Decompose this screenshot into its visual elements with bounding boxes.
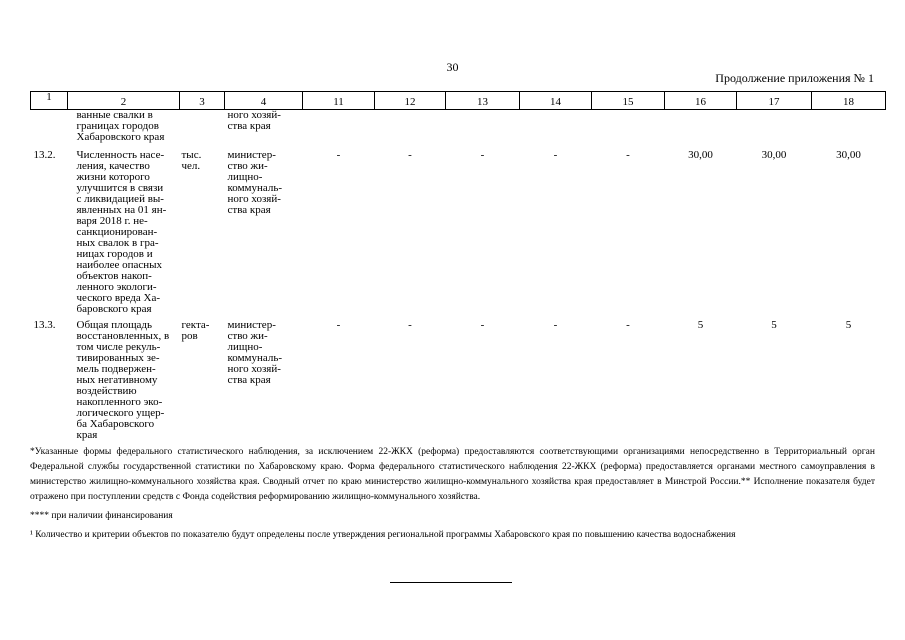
text-line: наиболее опасных	[76, 259, 163, 271]
header-cell: 3	[180, 92, 225, 110]
text-line: тыс.	[181, 149, 202, 161]
text-line: лищно-	[227, 341, 263, 353]
text-line: лищно-	[227, 171, 263, 183]
unit-cell	[180, 315, 225, 441]
text-line: ство жи-	[227, 330, 268, 342]
text-line: жизни которого	[76, 171, 150, 183]
value-cell: 30,00	[761, 149, 787, 161]
text-line: ров	[181, 330, 198, 342]
text-line: ства края	[227, 204, 271, 216]
text-line: ного хозяй-	[227, 109, 281, 121]
value-cell: 5	[697, 319, 704, 331]
text-line: министер-	[227, 149, 276, 161]
header-row	[31, 92, 886, 110]
header-cell: 12	[375, 92, 446, 110]
text-line: ческого вреда Ха-	[76, 292, 160, 304]
text-line: ления, качество	[76, 160, 150, 172]
responsible-org-cell	[225, 143, 303, 315]
value-cell: -	[626, 319, 630, 331]
header-cell: 13	[446, 92, 520, 110]
text-line: границах городов	[76, 120, 159, 132]
table-row	[31, 315, 886, 441]
value-cell: -	[336, 149, 341, 161]
value-cell: -	[480, 319, 485, 331]
table-row-continued	[31, 110, 886, 144]
text-line: явленных на 01 ян-	[76, 204, 167, 216]
value-cell: 5	[845, 319, 852, 331]
text-line: ного хозяй-	[227, 193, 281, 205]
table-row	[31, 143, 886, 315]
text-line: мель подвержен-	[76, 363, 156, 375]
row-number: 13.3.	[33, 319, 56, 331]
text-line: восстановленных, в	[76, 330, 170, 342]
text-line: коммуналь-	[227, 182, 283, 194]
indicator-name-cell	[68, 315, 180, 441]
text-line: воздействию	[76, 385, 137, 397]
header-cell: 2	[68, 92, 180, 110]
responsible-org-cell	[225, 110, 303, 144]
text-line: с ликвидацией вы-	[76, 193, 164, 205]
text-line: Общая площадь	[76, 319, 153, 331]
value-cell: -	[408, 149, 412, 161]
text-line: ницах городов и	[76, 248, 153, 260]
value-cell: -	[336, 319, 341, 331]
text-line: коммуналь-	[227, 352, 283, 364]
text-line: санкционирован-	[76, 226, 158, 238]
text-line: ба Хабаровского	[76, 418, 155, 430]
value-cell: -	[553, 319, 558, 331]
footnote-financing: **** при наличии финансирования	[30, 511, 173, 521]
header-cell: 11	[303, 92, 375, 110]
header-cell: 15	[592, 92, 665, 110]
text-line: объектов накоп-	[76, 270, 152, 282]
value-cell: -	[626, 149, 630, 161]
unit-cell	[180, 143, 225, 315]
page-number: 30	[446, 60, 459, 74]
row-number: 13.2.	[33, 149, 56, 161]
header-cell: 4	[225, 92, 303, 110]
value-cell: -	[480, 149, 485, 161]
header-cell: 14	[520, 92, 592, 110]
text-line: края	[76, 429, 98, 441]
text-line: Хабаровского края	[76, 131, 165, 143]
footnote-separator-line	[390, 582, 512, 583]
text-line: том числе рекуль-	[76, 341, 161, 353]
text-line: варя 2018 г. не-	[76, 215, 148, 227]
indicator-name-cell	[68, 110, 180, 144]
value-cell: -	[553, 149, 558, 161]
header-cell: 1	[31, 92, 68, 110]
responsible-org-cell	[225, 315, 303, 441]
text-line: министер-	[227, 319, 276, 331]
header-cell: 16	[665, 92, 737, 110]
text-line: ленного экологи-	[76, 281, 157, 293]
text-line: ных негативному	[76, 374, 158, 386]
header-cell: 18	[812, 92, 886, 110]
text-line: улучшится в связи	[76, 182, 164, 194]
footnote-criteria: ¹ Количество и критерии объектов по показателю будут определены после утверждения региональной программы Хабаровского края по повышению качества водоснабжения	[30, 530, 736, 540]
text-line: ных свалок в гра-	[76, 237, 159, 249]
value-cell: 30,00	[688, 149, 713, 161]
text-line: ванные свалки в	[76, 109, 153, 121]
continuation-label: Продолжение приложения № 1	[715, 71, 874, 85]
text-line: накопленного эко-	[76, 396, 163, 408]
data-table	[30, 91, 886, 441]
text-line: тивированных зе-	[76, 352, 160, 364]
text-line: ства края	[227, 374, 271, 386]
text-line: ного хозяй-	[227, 363, 281, 375]
value-cell: -	[408, 319, 412, 331]
text-line: логического ущер-	[76, 407, 165, 419]
text-line: ства края	[227, 120, 271, 132]
footnote-main: *Указанные формы федерального статистического наблюдения, за исключением 22-ЖКХ (реформа) предоставляются соответствующими организациями непосредственно в Территориальный орган Федеральной службы государственной статистики по Хабаровскому краю. Форма федерального статистического наблюдения 22-ЖКХ (реформа) предоставляется органами местного самоуправления в министерство жилищно-коммунального хозяйства края. Сводный отчет по краю министерство жилищно-коммунального хозяйства края предоставляет в Минстрой России.** Исполнение показателя будет отражено при поступлении средств с Фонда содействия реформированию жилищно-коммунального хозяйства.	[30, 447, 875, 502]
text-line: гекта-	[181, 319, 210, 331]
value-cell: 5	[771, 319, 777, 331]
text-line: ство жи-	[227, 160, 268, 172]
text-line: Численность насе-	[76, 149, 165, 161]
text-line: чел.	[181, 160, 201, 172]
indicator-name-cell	[68, 143, 180, 315]
text-line: баровского края	[76, 303, 152, 315]
value-cell: 30,00	[836, 149, 861, 161]
header-cell: 17	[737, 92, 812, 110]
